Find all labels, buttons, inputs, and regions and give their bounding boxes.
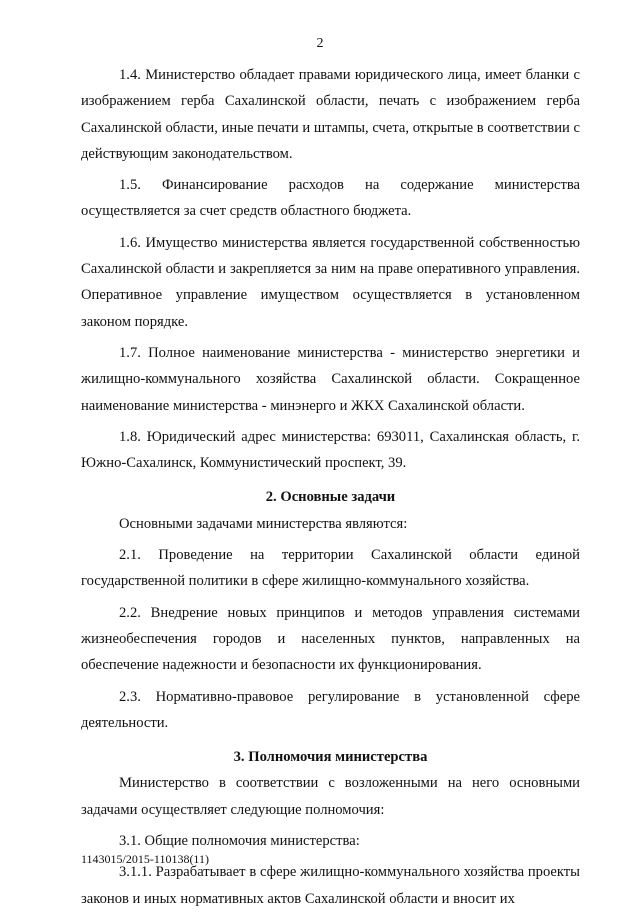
paragraph-3-intro: Министерство в соответствии с возложенными на него основными задачами осуществляет следующие полномочия: bbox=[81, 775, 580, 818]
document-code: 1143015/2015-110138(11) bbox=[81, 852, 209, 866]
paragraph-2-intro: Основными задачами министерства являются: bbox=[119, 515, 408, 532]
document-body bbox=[81, 62, 580, 912]
paragraph-1-6: 1.6. Имущество министерства является государственной собственностью Сахалинской области и закрепляется за ним на праве оперативного управления. Оперативное управление имуществом осуществляется в установленном законом порядке. bbox=[81, 234, 580, 330]
section-3-heading: 3. Полномочия министерства bbox=[233, 749, 428, 766]
paragraph-3-1: 3.1. Общие полномочия министерства: bbox=[119, 833, 360, 850]
paragraph-2-1: 2.1. Проведение на территории Сахалинской области единой государственной политики в сфере жилищно-коммунального хозяйства. bbox=[81, 547, 580, 590]
paragraph-2-3: 2.3. Нормативно-правовое регулирование в установленной сфере деятельности. bbox=[81, 688, 580, 731]
paragraph-2-2: 2.2. Внедрение новых принципов и методов управления системами жизнеобеспечения городов и населенных пунктов, направленных на обеспечение надежности и безопасности их функционирования. bbox=[81, 604, 580, 674]
paragraph-1-5: 1.5. Финансирование расходов на содержание министерства осуществляется за счет средств областного бюджета. bbox=[81, 177, 580, 220]
page-number: 2 bbox=[316, 36, 324, 51]
section-2-heading: 2. Основные задачи bbox=[265, 489, 396, 506]
paragraph-1-4: 1.4. Министерство обладает правами юридического лица, имеет бланки с изображением герба Сахалинской области, печать с изображением герба Сахалинской области, иные печати и штампы, счета, открытые в соответствии с действующим законодательством. bbox=[81, 67, 580, 162]
paragraph-3-1-1: 3.1.1. Разрабатывает в сфере жилищно-коммунального хозяйства проекты законов и иных нормативных актов Сахалинской области и вносит их bbox=[81, 864, 580, 907]
paragraph-1-8: 1.8. Юридический адрес министерства: 693011, Сахалинская область, г. Южно-Сахалинск, Коммунистический проспект, 39. bbox=[81, 428, 580, 472]
paragraph-1-7: 1.7. Полное наименование министерства - министерство энергетики и жилищно-коммунального хозяйства Сахалинской области. Сокращенное наименование министерства - минэнерго и ЖКХ Сахалинской области. bbox=[81, 344, 580, 414]
